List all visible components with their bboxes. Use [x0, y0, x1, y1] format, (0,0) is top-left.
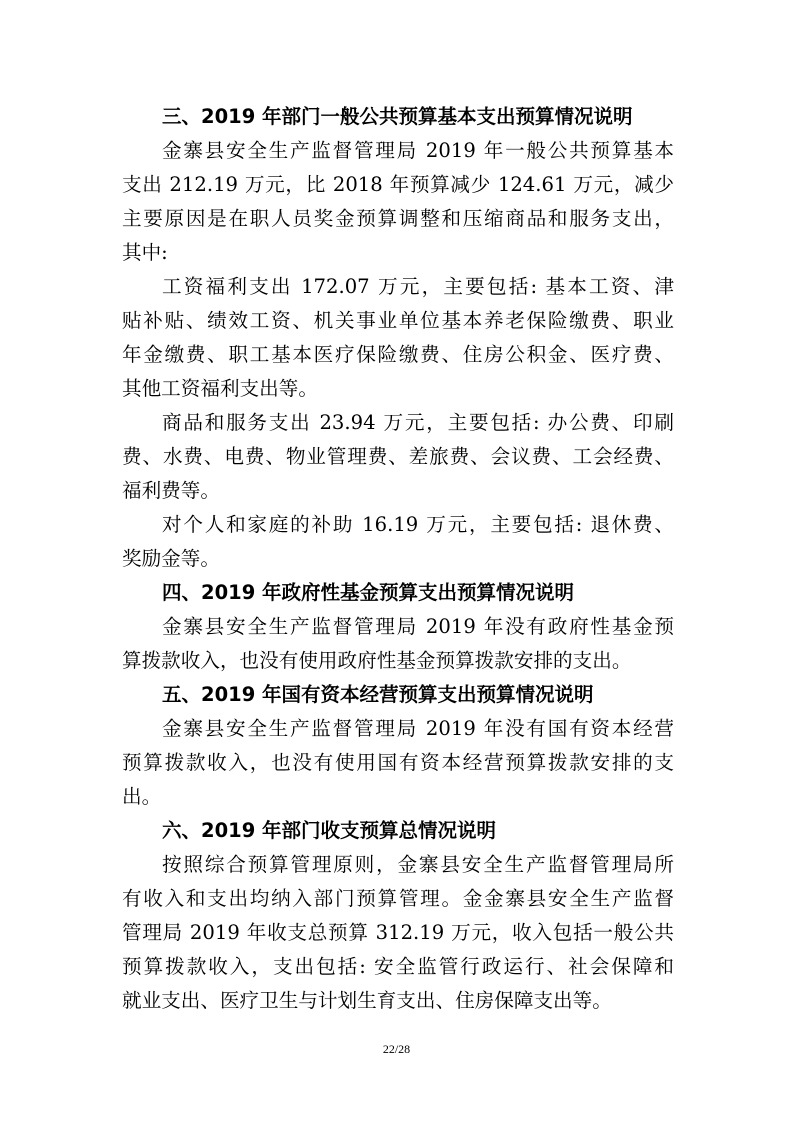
paragraph: [122, 712, 674, 814]
text-line: 工资福利支出 172.07 万元，主要包括: 基本工资、津: [162, 275, 674, 298]
text-line: 贴补贴、绩效工资、机关事业单位基本养老保险缴费、职业: [122, 309, 674, 332]
page-number: 22/28: [382, 1042, 411, 1056]
text-line: 就业支出、医疗卫生与计划生育支出、住房保障支出等。: [122, 989, 612, 1012]
text-line: 金寨县安全生产监督管理局 2019 年没有国有资本经营: [162, 717, 674, 740]
text-line: 年金缴费、职工基本医疗保险缴费、住房公积金、医疗费、: [122, 343, 674, 366]
paragraph: [122, 848, 674, 1018]
text-line: 算拨款收入，也没有使用政府性基金预算拨款安排的支出。: [122, 649, 632, 672]
section-heading: 五、2019 年国有资本经营预算支出预算情况说明: [162, 683, 594, 706]
text-line: 预算拨款收入，也没有使用国有资本经营预算拨款安排的支: [122, 751, 674, 774]
paragraph: [122, 270, 674, 406]
text-line: 其他工资福利支出等。: [122, 377, 318, 400]
section-heading: 三、2019 年部门一般公共预算基本支出预算情况说明: [162, 105, 633, 128]
text-line: 主要原因是在职人员奖金预算调整和压缩商品和服务支出，: [122, 207, 674, 230]
text-line: 其中:: [122, 241, 168, 264]
text-line: 商品和服务支出 23.94 万元，主要包括: 办公费、印刷: [162, 411, 674, 434]
text-line: 支出 212.19 万元，比 2018 年预算减少 124.61 万元，减少: [122, 173, 674, 196]
text-line: 金寨县安全生产监督管理局 2019 年一般公共预算基本: [162, 139, 674, 162]
section-heading: 四、2019 年政府性基金预算支出预算情况说明: [162, 581, 575, 604]
text-line: 出。: [122, 785, 162, 808]
section-heading: 六、2019 年部门收支预算总情况说明: [162, 819, 497, 842]
text-line: 预算拨款收入，支出包括: 安全监管行政运行、社会保障和: [122, 955, 674, 978]
text-line: 有收入和支出均纳入部门预算管理。金金寨县安全生产监督: [122, 887, 674, 910]
text-line: 费、水费、电费、物业管理费、差旅费、会议费、工会经费、: [122, 445, 674, 468]
paragraph: [122, 134, 674, 270]
text-line: 金寨县安全生产监督管理局 2019 年没有政府性基金预: [162, 615, 674, 638]
text-line: 奖励金等。: [122, 547, 220, 570]
text-line: 对个人和家庭的补助 16.19 万元，主要包括: 退休费、: [162, 513, 674, 536]
text-line: 按照综合预算管理原则，金寨县安全生产监督管理局所: [162, 853, 674, 876]
text-line: 福利费等。: [122, 479, 220, 502]
paragraph: [122, 610, 674, 678]
document-body: [122, 100, 674, 1018]
paragraph: [122, 508, 674, 576]
paragraph: [122, 406, 674, 508]
text-line: 管理局 2019 年收支总预算 312.19 万元，收入包括一般公共: [122, 921, 674, 944]
